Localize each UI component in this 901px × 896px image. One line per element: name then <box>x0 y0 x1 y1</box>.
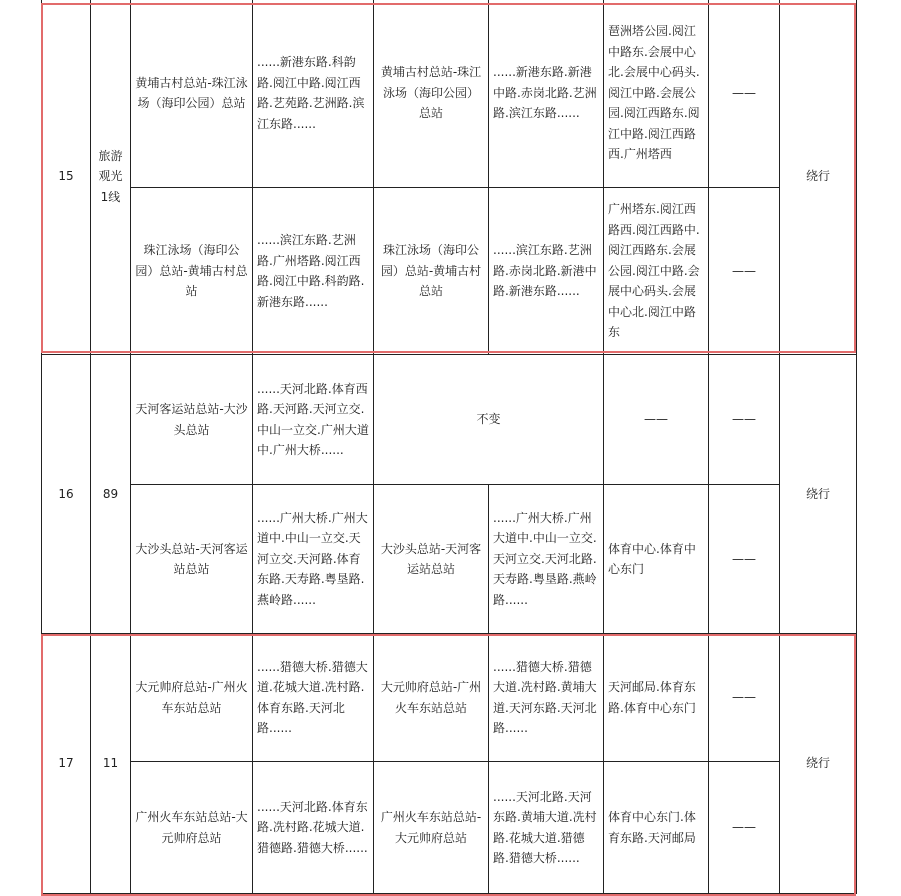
table-row-15b <box>42 188 857 355</box>
stops-cancelled: 体育中心东门.体育东路.天河邮局 <box>604 762 709 894</box>
table-row-16 <box>42 355 857 485</box>
stops-added: —— <box>709 634 780 762</box>
bus-route-change-table <box>41 0 857 894</box>
route-after: ......新港东路.新港中路.赤岗北路.艺洲路.滨江东路...... <box>489 0 604 188</box>
route-before: ......天河北路.体育西路.天河路.天河立交.中山一立交.广州大道中.广州大桥...... <box>253 355 374 485</box>
terminal-after: 珠江泳场（海印公园）总站-黄埔古村总站 <box>374 188 489 355</box>
stops-added: —— <box>709 0 780 188</box>
route-before: ......天河北路.体育东路.冼村路.花城大道.猎德路.猎德大桥...... <box>253 762 374 894</box>
route-number: 15 <box>42 0 91 355</box>
stops-cancelled: 体育中心.体育中心东门 <box>604 485 709 634</box>
route-before: ......滨江东路.艺洲路.广州塔路.阅江西路.阅江中路.科韵路.新港东路...... <box>253 188 374 355</box>
terminal-before: 大元帅府总站-广州火车东站总站 <box>131 634 253 762</box>
route-after: ......广州大桥.广州大道中.中山一立交.天河立交.天河北路.天寿路.粤垦路.燕岭路...... <box>489 485 604 634</box>
remark: 绕行 <box>780 355 857 634</box>
terminal-before: 珠江泳场（海印公园）总站-黄埔古村总站 <box>131 188 253 355</box>
table-row-16b <box>42 485 857 634</box>
stops-cancelled: 琶洲塔公园.阅江中路东.会展中心北.会展中心码头.阅江中路.会展公园.阅江西路东.阅江中路.阅江西路西.广州塔西 <box>604 0 709 188</box>
route-after: ......天河北路.天河东路.黄埔大道.冼村路.花城大道.猎德路.猎德大桥...... <box>489 762 604 894</box>
table-row-17b <box>42 762 857 894</box>
route-before: ......新港东路.科韵路.阅江中路.阅江西路.艺苑路.艺洲路.滨江东路...... <box>253 0 374 188</box>
route-after: ......猎德大桥.猎德大道.冼村路.黄埔大道.天河东路.天河北路...... <box>489 634 604 762</box>
stops-added: —— <box>709 355 780 485</box>
line-name: 89 <box>91 355 131 634</box>
line-name: 11 <box>91 634 131 894</box>
remark: 绕行 <box>780 0 857 355</box>
route-before: ......广州大桥.广州大道中.中山一立交.天河立交.天河路.体育东路.天寿路.粤垦路.燕岭路...... <box>253 485 374 634</box>
remark: 绕行 <box>780 634 857 894</box>
stops-added: —— <box>709 762 780 894</box>
stops-added: —— <box>709 188 780 355</box>
route-before: ......猎德大桥.猎德大道.花城大道.冼村路.体育东路.天河北路...... <box>253 634 374 762</box>
terminal-after: 黄埔古村总站-珠江泳场（海印公园）总站 <box>374 0 489 188</box>
stops-cancelled: —— <box>604 355 709 485</box>
stops-cancelled: 天河邮局.体育东路.体育中心东门 <box>604 634 709 762</box>
terminal-after: 大元帅府总站-广州火车东站总站 <box>374 634 489 762</box>
terminal-before: 大沙头总站-天河客运站总站 <box>131 485 253 634</box>
stops-cancelled: 广州塔东.阅江西路西.阅江西路中.阅江西路东.会展公园.阅江中路.会展中心码头.会展中心北.阅江中路东 <box>604 188 709 355</box>
table-row-15 <box>42 0 857 188</box>
stops-added: —— <box>709 485 780 634</box>
route-number: 16 <box>42 355 91 634</box>
route-number: 17 <box>42 634 91 894</box>
unchanged-note: 不变 <box>374 355 604 485</box>
terminal-before: 广州火车东站总站-大元帅府总站 <box>131 762 253 894</box>
terminal-before: 天河客运站总站-大沙头总站 <box>131 355 253 485</box>
table-row-17 <box>42 634 857 762</box>
route-after: ......滨江东路.艺洲路.赤岗北路.新港中路.新港东路...... <box>489 188 604 355</box>
line-name: 旅游观光1线 <box>91 0 131 355</box>
terminal-after: 广州火车东站总站-大元帅府总站 <box>374 762 489 894</box>
terminal-before: 黄埔古村总站-珠江泳场（海印公园）总站 <box>131 0 253 188</box>
terminal-after: 大沙头总站-天河客运站总站 <box>374 485 489 634</box>
